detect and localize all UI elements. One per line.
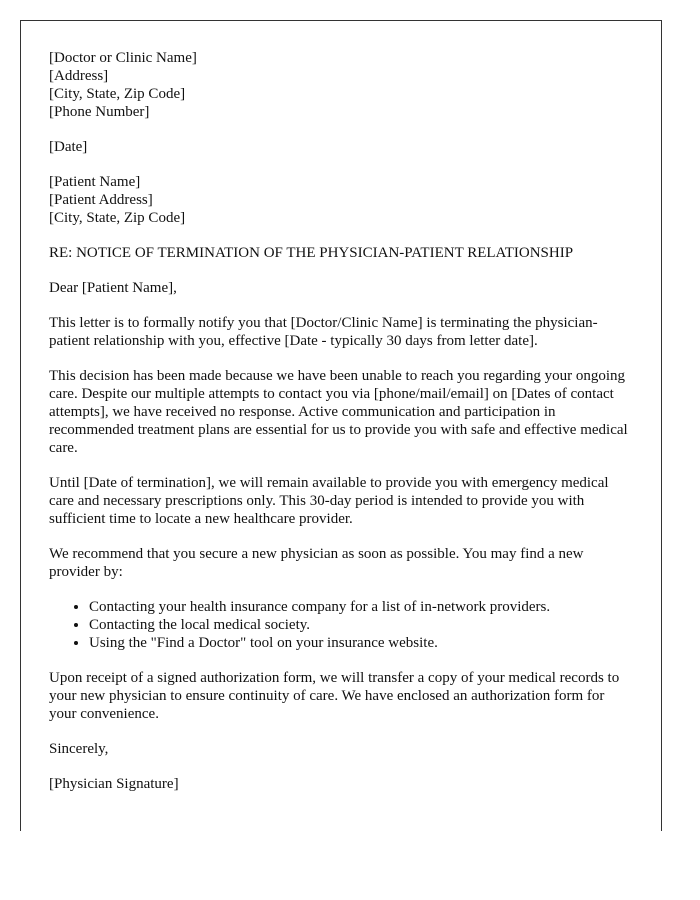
sender-name: [Doctor or Clinic Name] <box>49 50 197 66</box>
subject-line: RE: NOTICE OF TERMINATION OF THE PHYSICIAN-PATIENT RELATIONSHIP <box>49 245 574 261</box>
letter-date: [Date] <box>49 139 88 155</box>
closing-paragraph: Upon receipt of a signed authorization form, we will transfer a copy of your medical records to your new physician to ensure continuity of care. We have enclosed an authorization form for your convenience. <box>49 670 620 722</box>
list-item: • Contacting the local medical society. <box>89 616 634 634</box>
list-item: • Using the "Find a Doctor" tool on your insurance website. <box>89 634 634 652</box>
sender-address: [Address] <box>49 68 109 84</box>
recipient-block <box>49 173 634 227</box>
sender-phone: [Phone Number] <box>49 104 150 120</box>
signature: [Physician Signature] <box>49 776 179 792</box>
sender-block <box>49 49 634 121</box>
paragraph: This decision has been made because we have been unable to reach you regarding your ongoing care. Despite our multiple attempts to contact you via [phone/mail/email] on [Dates of contact attempts], we have received no response. Active communication and participation in recommended treatment plans are essential for us to provide you with safe and effective medical care. <box>49 368 628 456</box>
list-item: • Contacting your health insurance company for a list of in-network providers. <box>89 598 634 616</box>
provider-options-list <box>49 598 634 652</box>
closing: Sincerely, <box>49 741 109 757</box>
recipient-name: [Patient Name] <box>49 174 141 190</box>
sender-city: [City, State, Zip Code] <box>49 86 186 102</box>
paragraph: We recommend that you secure a new physician as soon as possible. You may find a new provider by: <box>49 546 584 580</box>
recipient-city: [City, State, Zip Code] <box>49 210 186 226</box>
paragraph: Until [Date of termination], we will remain available to provide you with emergency medical care and necessary prescriptions only. This 30-day period is intended to provide you with sufficient time to locate a new healthcare provider. <box>49 475 609 527</box>
letter <box>20 20 662 831</box>
salutation: Dear [Patient Name], <box>49 280 177 296</box>
paragraph: This letter is to formally notify you that [Doctor/Clinic Name] is terminating the physician-patient relationship with you, effective [Date - typically 30 days from letter date]. <box>49 315 598 349</box>
recipient-address: [Patient Address] <box>49 192 153 208</box>
